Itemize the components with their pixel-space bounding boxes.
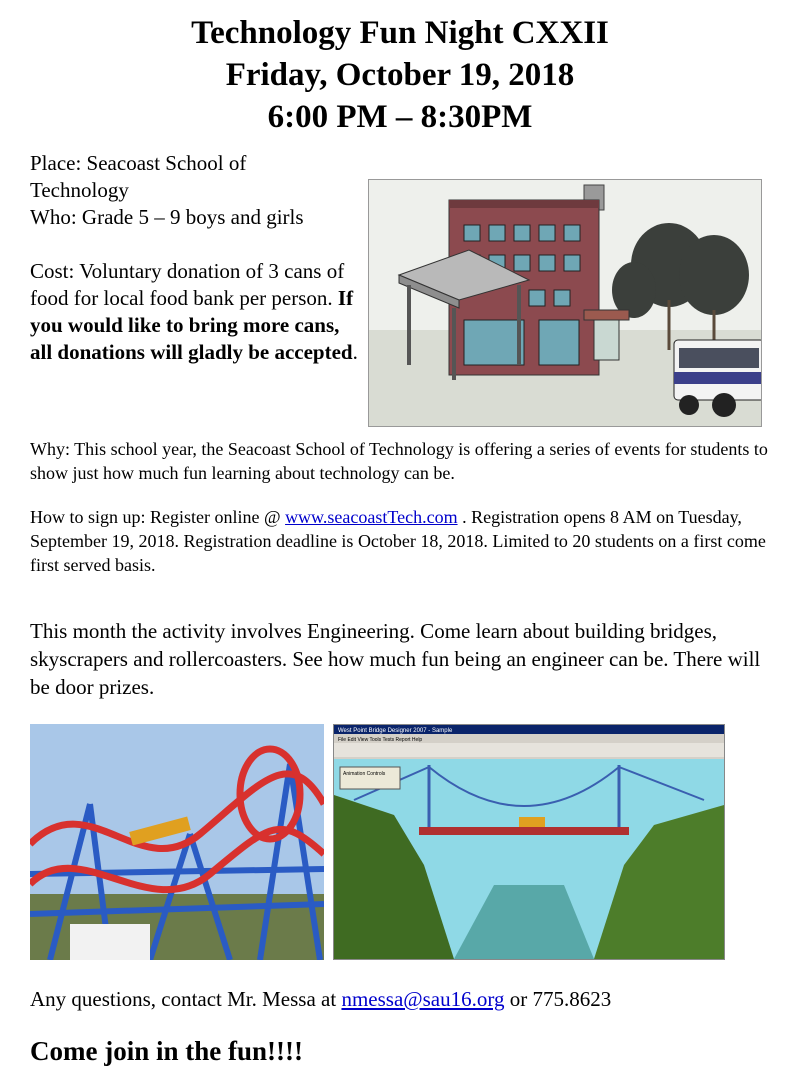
event-time: 6:00 PM – 8:30PM: [267, 99, 533, 135]
app-window-title: West Point Bridge Designer 2007 - Sample: [338, 728, 453, 734]
signup-suffix: . Registration opens 8 AM on Tuesday, September 19, 2018. Registration deadline is October 18, 2018. Limited to 20 students on a first come first served basis.: [30, 507, 766, 575]
bridge-designer-screenshot: [333, 724, 725, 960]
rollercoaster-photo: [30, 724, 324, 960]
school-building-illustration: [368, 179, 762, 427]
signup-paragraph: [30, 505, 770, 577]
signup-prefix: How to sign up: Register online @: [30, 507, 286, 527]
app-menu-bar: File Edit View Tools Tests Report Help: [338, 737, 423, 743]
contact-email-link[interactable]: nmessa@sau16.org: [341, 987, 505, 1011]
activity-paragraph: This month the activity involves Engineering. Come learn about building bridges, skyscrapers and rollercoasters. See how much fun being an engineer can be. There will be door prizes.: [30, 619, 761, 699]
why-paragraph: Why: This school year, the Seacoast School of Technology is offering a series of events for students to show just how much fun learning about technology can be.: [30, 439, 768, 483]
event-title: Technology Fun Night CXXII: [191, 15, 609, 51]
event-info: [30, 150, 360, 366]
contact-suffix: or 775.8623: [504, 987, 612, 1011]
closing-call-to-action: Come join in the fun!!!!: [30, 1036, 303, 1066]
animation-panel-title: Animation Controls: [343, 771, 386, 777]
cost-paragraph: [30, 258, 360, 366]
cost-end: .: [352, 340, 358, 364]
cost-text: Cost: Voluntary donation of 3 cans of food for local food bank per person.: [30, 259, 345, 310]
event-title-block: [0, 12, 800, 138]
place-text-continued: Technology: [30, 178, 129, 202]
contact-line: [30, 985, 611, 1013]
contact-prefix: Any questions, contact Mr. Messa at: [30, 987, 342, 1011]
registration-link[interactable]: www.seacoastTech.com: [285, 507, 458, 527]
cost-bold-text: If you would like to bring more cans, all donations will gladly be accepted: [30, 286, 354, 364]
place-text: Place: Seacoast School of: [30, 151, 247, 175]
who-line: Who: Grade 5 – 9 boys and girls: [30, 205, 304, 229]
event-date: Friday, October 19, 2018: [225, 57, 575, 93]
place-line: [30, 150, 360, 204]
